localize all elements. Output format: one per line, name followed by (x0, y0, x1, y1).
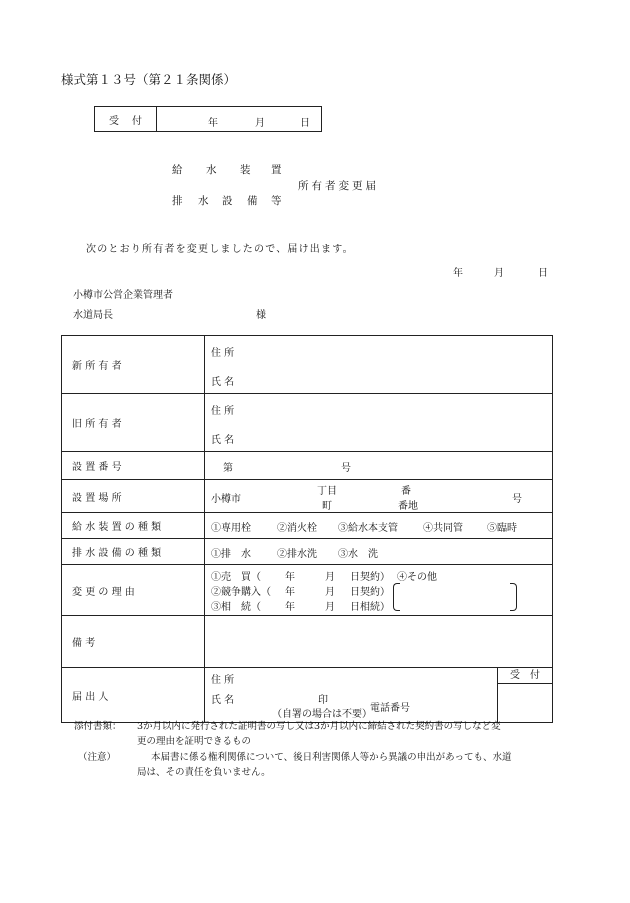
supply-option[interactable]: ④共同管 (423, 523, 463, 534)
form-table (61, 335, 553, 723)
drain-type-options (205, 539, 553, 565)
label-char: の (98, 586, 109, 598)
reason-auction-year: 年 (285, 587, 295, 598)
label-char: 新 (72, 361, 82, 372)
reason-auction-end: 日契約） (350, 587, 390, 598)
reason-sale-month: 月 (325, 572, 335, 583)
reason-auction-month: 月 (325, 587, 335, 598)
label-char: 備 (72, 638, 82, 649)
title-char: 備 (247, 195, 259, 207)
label-char: 置 (85, 492, 96, 504)
title-char: 設 (222, 195, 234, 207)
row-old-owner (62, 394, 553, 452)
label-char: 設 (72, 492, 82, 504)
label-char: 号 (111, 462, 122, 473)
supply-option[interactable]: ⑤臨時 (487, 523, 517, 534)
label-char: 所 (111, 492, 122, 504)
title-char: 置 (271, 164, 283, 176)
install-chome: 丁目 (317, 486, 337, 497)
addressee-line2: 水道局長 (73, 310, 113, 321)
new-owner-field[interactable] (205, 336, 553, 394)
caution-text2: 局は、その責任を負いません。 (137, 767, 271, 778)
title-char: 給 (172, 164, 184, 176)
label-char: 有 (98, 419, 109, 430)
new-owner-address-label: 住 所 (211, 348, 235, 359)
bracket-left (393, 583, 400, 611)
label-new-owner (62, 336, 205, 394)
reason-sale[interactable]: ①売 買（ (211, 572, 261, 583)
reception-year: 年 (208, 118, 218, 129)
label-notifier (62, 668, 205, 723)
caution-text1: 本届書に係る権利関係について、後日利害関係人等から異議の申出があっても、水道 (151, 752, 512, 763)
remarks-field[interactable] (205, 616, 553, 668)
install-place-field[interactable] (205, 480, 553, 513)
notifier-name-label: 氏 名 (211, 695, 235, 706)
drain-option[interactable]: ①排 水 (211, 549, 251, 560)
label-char: 更 (85, 586, 96, 598)
label-char: 置 (85, 462, 96, 473)
label-char: 理 (111, 586, 122, 598)
label-char: 変 (72, 586, 82, 598)
reason-sale-year: 年 (285, 572, 295, 583)
reason-other[interactable]: ④その他 (397, 572, 437, 583)
reason-inherit[interactable]: ③相 続（ (211, 602, 261, 613)
label-char: 類 (151, 522, 162, 533)
title-suffix: 所有者変更届 (298, 180, 379, 192)
label-install-number (62, 452, 205, 480)
label-char: 設 (72, 462, 82, 473)
label-change-reason (62, 565, 205, 616)
row-install-number (62, 452, 553, 480)
label-remarks (62, 616, 205, 668)
attachments-text1: 3か月以内に発行された証明書の写し又は3か月以内に締結された契約書の写しなど変 (137, 721, 501, 732)
label-char: 排 (72, 548, 82, 559)
label-char: 種 (137, 522, 148, 533)
supply-option[interactable]: ②消火栓 (277, 523, 317, 534)
install-city: 小樽市 (211, 494, 241, 505)
old-owner-field[interactable] (205, 394, 553, 452)
new-owner-name-label: 氏 名 (211, 377, 235, 388)
label-install-place (62, 480, 205, 513)
row-supply-type (62, 513, 553, 539)
title-char: 等 (271, 195, 283, 207)
title-char: 水 (198, 195, 210, 207)
install-banchi: 番地 (398, 501, 418, 512)
install-number-prefix: 第 (223, 463, 233, 474)
reception-day: 日 (300, 118, 310, 129)
attachments-text2: 更の理由を証明できるもの (137, 736, 252, 747)
label-char: 備 (111, 548, 122, 559)
drain-option[interactable]: ②排水洗 (277, 549, 317, 560)
install-number-field[interactable] (205, 452, 553, 480)
label-char: 給 (72, 522, 82, 533)
label-char: 者 (111, 361, 122, 372)
label-old-owner (62, 394, 205, 452)
label-char: 置 (111, 522, 122, 533)
label-char: 水 (85, 522, 96, 533)
label-char: 番 (98, 462, 109, 473)
reason-auction[interactable]: ②競争購入（ (211, 587, 271, 598)
notifier-field[interactable] (205, 668, 498, 723)
label-char: 水 (85, 548, 96, 559)
label-char: 人 (98, 691, 109, 703)
reception-box (94, 106, 322, 132)
row-change-reason (62, 565, 553, 616)
reason-inherit-month: 月 (325, 602, 335, 613)
label-char: 旧 (72, 419, 82, 430)
reception-month: 月 (255, 118, 265, 129)
date-year: 年 (453, 268, 463, 279)
row-drain-type (62, 539, 553, 565)
old-owner-address-label: 住 所 (211, 406, 235, 417)
reason-sale-end: 日契約） (350, 572, 390, 583)
label-char: 装 (98, 522, 109, 533)
change-reason-field[interactable] (205, 565, 553, 616)
notifier-reception (498, 668, 553, 723)
notifier-reception-label: 受 付 (498, 668, 552, 684)
label-char: 者 (111, 419, 122, 430)
label-char: 種 (137, 548, 148, 559)
date-day: 日 (538, 268, 548, 279)
row-notifier (62, 668, 553, 723)
label-char: 有 (98, 361, 109, 372)
title-char: 装 (240, 164, 252, 176)
attachments-label: 添付書類： (74, 721, 122, 732)
label-drain-type (62, 539, 205, 565)
install-ban: 番 (401, 486, 411, 497)
label-char: 出 (85, 691, 96, 703)
label-char: 類 (151, 548, 162, 559)
label-char: 所 (85, 419, 96, 430)
notifier-seal: 印 (318, 695, 328, 706)
form-number: 様式第１３号（第２１条関係） (61, 72, 237, 87)
supply-type-options (205, 513, 553, 539)
label-supply-type (62, 513, 205, 539)
label-char: の (124, 522, 135, 533)
reason-inherit-year: 年 (285, 602, 295, 613)
label-char: 届 (72, 691, 82, 703)
row-install-place (62, 480, 553, 513)
row-remarks (62, 616, 553, 668)
notifier-phone-label: 電話番号 (370, 703, 410, 714)
row-new-owner (62, 336, 553, 394)
label-char: 設 (98, 548, 109, 559)
label-char: の (124, 548, 135, 559)
supply-option[interactable]: ③給水本支管 (338, 523, 398, 534)
statement: 次のとおり所有者を変更しましたので、届け出ます。 (86, 244, 354, 255)
reason-inherit-end: 日相続） (350, 602, 390, 613)
label-char: 所 (85, 361, 96, 372)
label-char: 由 (124, 586, 135, 598)
title-char: 排 (172, 195, 184, 207)
caution-label: （注意） (78, 752, 117, 763)
title-char: 水 (206, 164, 218, 176)
addressee-honorific: 様 (256, 310, 266, 321)
date-month: 月 (494, 268, 504, 279)
old-owner-name-label: 氏 名 (211, 435, 235, 446)
bracket-right (510, 583, 517, 611)
install-number-suffix: 号 (341, 463, 351, 474)
install-go: 号 (512, 494, 522, 505)
drain-option[interactable]: ③水 洗 (338, 549, 378, 560)
label-char: 場 (98, 492, 109, 504)
supply-option[interactable]: ①専用栓 (211, 523, 251, 534)
notifier-seal-note: （自署の場合は不要） (272, 709, 372, 720)
notifier-address-label: 住 所 (211, 675, 235, 686)
install-machi: 町 (322, 501, 332, 512)
addressee-line1: 小樽市公営企業管理者 (73, 290, 173, 301)
reception-label: 受付 (95, 107, 157, 131)
label-char: 考 (85, 638, 96, 649)
